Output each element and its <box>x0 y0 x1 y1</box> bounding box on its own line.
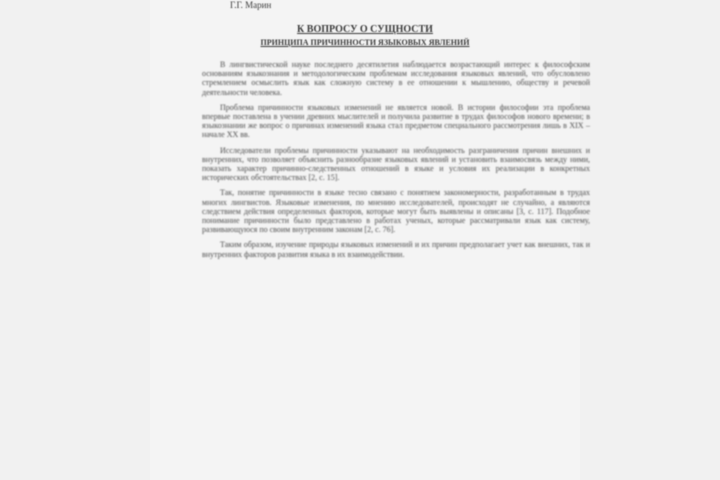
article-body <box>202 60 590 265</box>
article-subtitle: ПРИНЦИПА ПРИЧИННОСТИ ЯЗЫКОВЫХ ЯВЛЕНИЙ <box>260 38 470 47</box>
paragraph-4: Так, понятие причинности в языке тесно связано с понятием закономерности, разработанным в трудах многих лингвистов. Языковые изменения, по мнению исследователей, происходят не случайно, а являются следствием действия определенных факторов, которые могут быть выявлены и описаны [3, с. 117]. Подобное понимание причинности было представлено в работах ученых, которые рассматривали язык как систему, развивающуюся по своим внутренним законам [2, с. 76]. <box>202 188 590 235</box>
paragraph-3: Исследователи проблемы причинности указывают на необходимость разграничения причин внешних и внутренних, что позволяет объяснить разнообразие языковых явлений и установить взаимосвязь между ними, показать характер причинно-следственных отношений в языке и условия их реализации в конкретных исторических обстоятельствах [2, с. 15]. <box>202 145 590 183</box>
author-name: Г.Г. Марин <box>230 0 272 10</box>
article-title: К ВОПРОСУ О СУЩНОСТИ <box>297 24 433 35</box>
paragraph-5: Таким образом, изучение природы языковых изменений и их причин предполагает учет как внешних, так и внутренних факторов развития языка в их взаимодействии. <box>202 240 590 259</box>
paragraph-1: В лингвистической науке последнего десятилетия наблюдается возрастающий интерес к философским основаниям языкознания и методологическим проблемам исследования языковых явлений, что обусловлено стремлением осмыслить язык как сложную систему в ее отношении к мышлению, обществу и речевой деятельности человека. <box>202 60 590 97</box>
document-page <box>150 0 590 480</box>
paragraph-2: Проблема причинности языковых изменений не является новой. В истории философии эта проблема впервые поставлена в учении древних мыслителей и получила развитие в трудах философов нового времени; в языкознании же вопрос о причинах изменений языка стал предметом специального рассмотрения лишь в XIX – начале XX вв. <box>202 102 590 140</box>
